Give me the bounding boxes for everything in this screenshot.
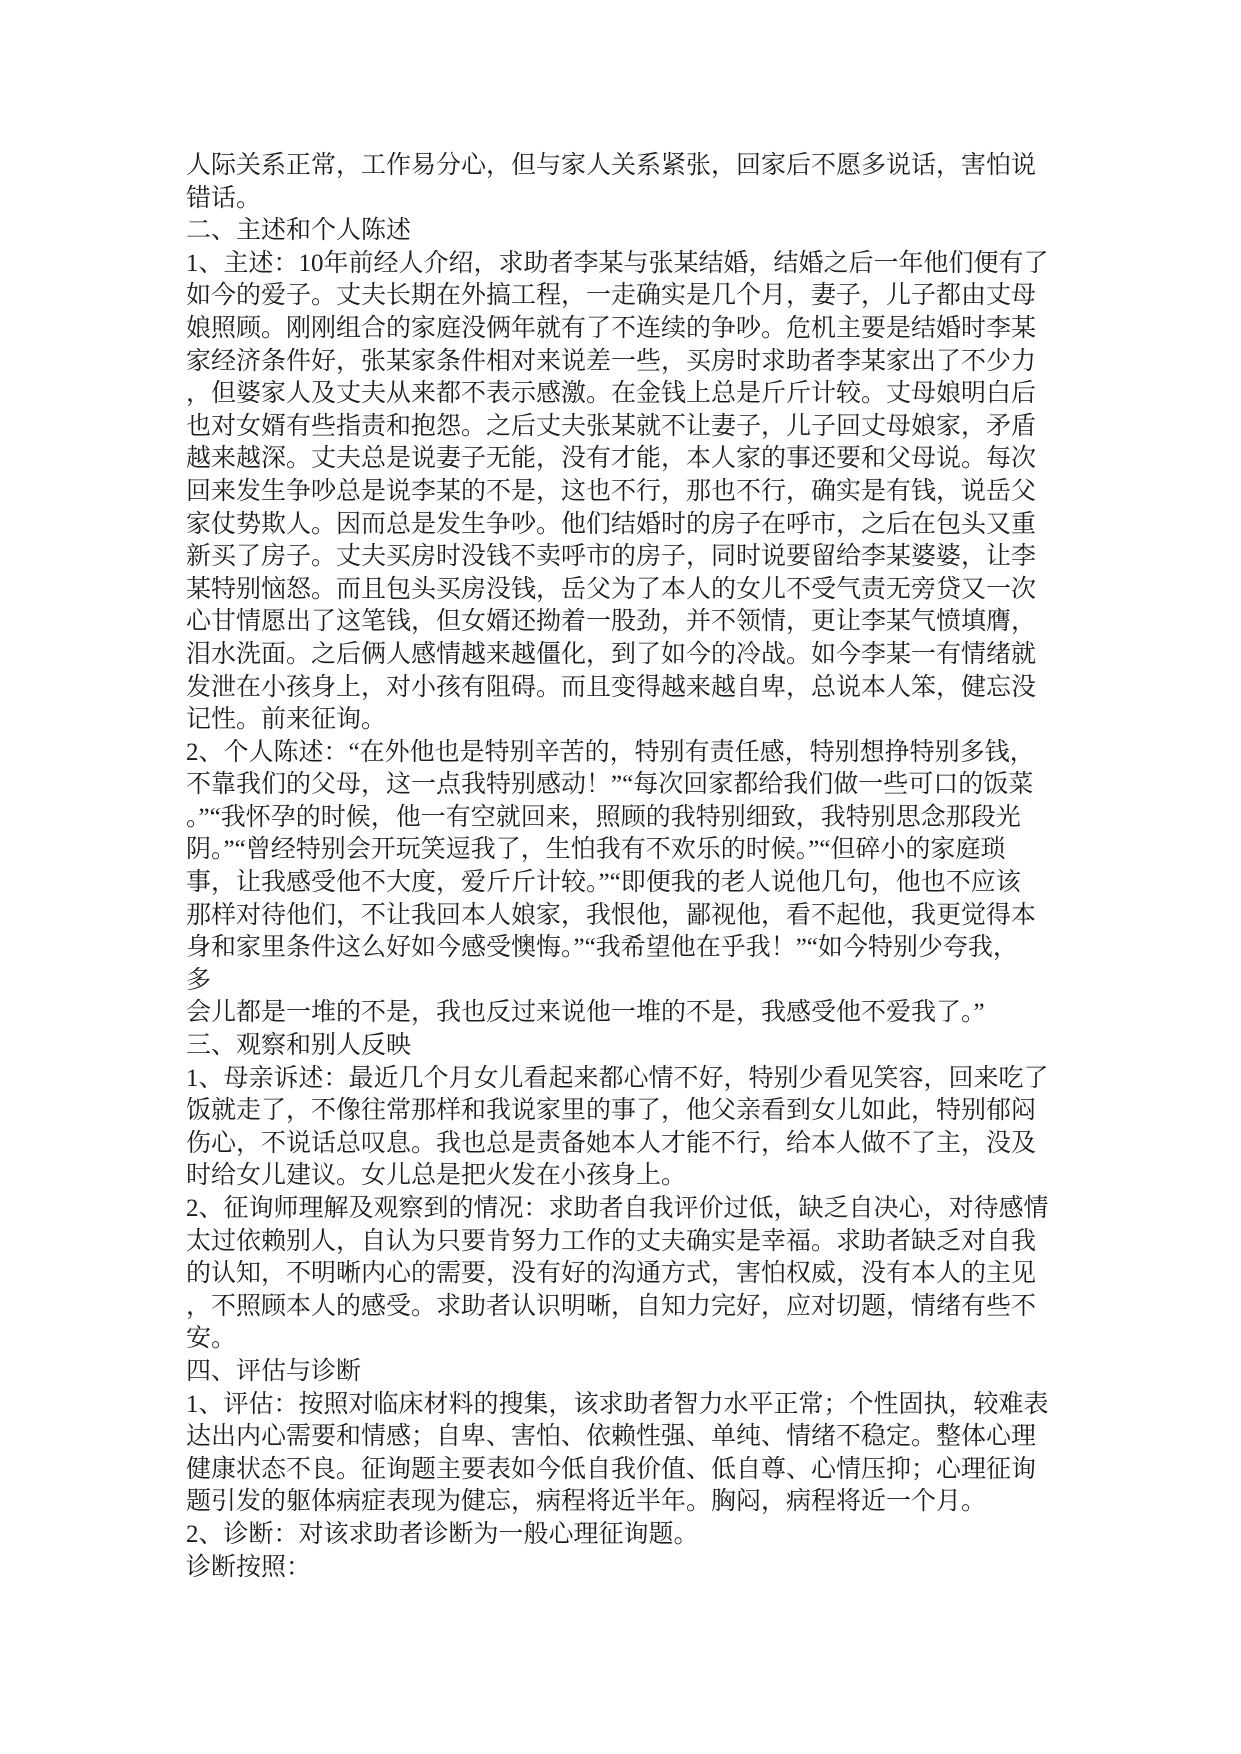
- text-line: 题引发的躯体病症表现为健忘，病程将近半年。胸闷，病程将近一个月。: [186, 1488, 987, 1516]
- text-line: 2、征询师理解及观察到的情况：求助者自我评价过低，缺乏自决心，对待感情: [186, 1195, 1049, 1222]
- text-line: 会儿都是一堆的不是，我也反过来说他一堆的不是，我感受他不爱我了。”: [186, 999, 985, 1027]
- text-line: 发泄在小孩身上，对小孩有阻碍。而且变得越来越自卑，总说本人笨，健忘没: [186, 673, 1037, 701]
- text-line: 回来发生争吵总是说李某的不是，这也不行，那也不行，确实是有钱，说岳父: [186, 477, 1037, 505]
- text-line: 错话。: [186, 184, 262, 212]
- text-line: 达出内心需要和情感；自卑、害怕、依赖性强、单纯、情绪不稳定。整体心理: [186, 1423, 1037, 1451]
- document-body: [186, 150, 1056, 1584]
- text-line: 娘照顾。刚刚组合的家庭没俩年就有了不连续的争吵。危机主要是结婚时李某: [186, 314, 1037, 342]
- text-line: 健康状态不良。征询题主要表如今低自我价值、低自尊、心情压抑；心理征询: [186, 1455, 1037, 1483]
- text-line: 饭就走了，不像往常那样和我说家里的事了，他父亲看到女儿如此，特别郁闷: [186, 1097, 1037, 1125]
- text-line: 时给女儿建议。女儿总是把火发在小孩身上。: [186, 1162, 687, 1190]
- text-line: 也对女婿有些指责和抱怨。之后丈夫张某就不让妻子，儿子回丈母娘家，矛盾: [186, 412, 1037, 440]
- text-line: ，但婆家人及丈夫从来都不表示感激。在金钱上总是斤斤计较。丈母娘明白后: [186, 380, 1037, 408]
- text-line: 太过依赖别人，自认为只要肯努力工作的丈夫确实是幸福。求助者缺乏对自我: [186, 1227, 1037, 1255]
- text-line: 阴。”“曾经特别会开玩笑逗我了，生怕我有不欢乐的时候。”“但碎小的家庭琐: [186, 836, 1006, 864]
- text-line: ，不照顾本人的感受。求助者认识明晰，自知力完好，应对切题，情绪有些不: [186, 1292, 1037, 1320]
- text-line: 如今的爱子。丈夫长期在外搞工程，一走确实是几个月，妻子，儿子都由丈母: [186, 282, 1037, 310]
- text-line: 2、个人陈述：“在外他也是特别辛苦的，特别有责任感，特别想挣特别多钱，: [186, 738, 1035, 766]
- text-line: 人际关系正常，工作易分心，但与家人关系紧张，回家后不愿多说话，害怕说: [186, 152, 1037, 179]
- text-line: 某特别恼怒。而且包头买房没钱，岳父为了本人的女儿不受气责无旁贷又一次: [186, 575, 1037, 603]
- text-line: 家经济条件好，张某家条件相对来说差一些，买房时求助者李某家出了不少力: [186, 347, 1037, 375]
- text-line: 越来越深。丈夫总是说妻子无能，没有才能，本人家的事还要和父母说。每次: [186, 445, 1037, 473]
- text-line: 事，让我感受他不大度，爱斤斤计较。”“即便我的老人说他几句，他也不应该: [186, 869, 1021, 897]
- text-line: 多: [186, 966, 212, 994]
- text-line: 不靠我们的父母，这一点我特别感动！”“每次回家都给我们做一些可口的饭菜: [186, 771, 1034, 799]
- text-line: 。”“我怀孕的时候，他一有空就回来，照顾的我特别细致，我特别思念那段光: [186, 803, 1021, 831]
- text-line: 三、观察和别人反映: [186, 1032, 412, 1060]
- text-line: 身和家里条件这么好如今感受懊悔。”“我希望他在乎我！”“如今特别少夸我，: [186, 934, 1018, 962]
- text-line: 1、母亲诉述：最近几个月女儿看起来都心情不好，特别少看见笑容，回来吃了: [186, 1064, 1049, 1092]
- text-line: 2、诊断：对该求助者诊断为一般心理征询题。: [186, 1520, 699, 1548]
- text-line: 家仗势欺人。因而总是发生争吵。他们结婚时的房子在呼市，之后在包头又重: [186, 510, 1037, 538]
- text-line: 泪水洗面。之后俩人感情越来越僵化，到了如今的冷战。如今李某一有情绪就: [186, 640, 1037, 668]
- text-line: 1、主述：10年前经人介绍，求助者李某与张某结婚，结婚之后一年他们便有了: [186, 249, 1049, 277]
- text-line: 1、评估：按照对临床材料的搜集，该求助者智力水平正常；个性固执，较难表: [186, 1390, 1049, 1418]
- text-line: 的认知，不明晰内心的需要，没有好的沟通方式，害怕权威，没有本人的主见: [186, 1260, 1037, 1288]
- text-line: 心甘情愿出了这笔钱，但女婿还拗着一股劲，并不领情，更让李某气愤填膺，: [186, 608, 1037, 636]
- text-line: 安。: [186, 1325, 237, 1353]
- text-line: 四、评估与诊断: [186, 1357, 362, 1385]
- text-line: 二、主述和个人陈述: [186, 217, 412, 245]
- text-line: 伤心，不说话总叹息。我也总是责备她本人才能不行，给本人做不了主，没及: [186, 1129, 1037, 1157]
- text-line: 那样对待他们，不让我回本人娘家，我恨他，鄙视他，看不起他，我更觉得本: [186, 901, 1037, 929]
- text-line: 记性。前来征询。: [186, 706, 387, 734]
- text-line: 诊断按照：: [186, 1553, 312, 1581]
- text-line: 新买了房子。丈夫买房时没钱不卖呼市的房子，同时说要留给李某婆婆，让李: [186, 543, 1037, 571]
